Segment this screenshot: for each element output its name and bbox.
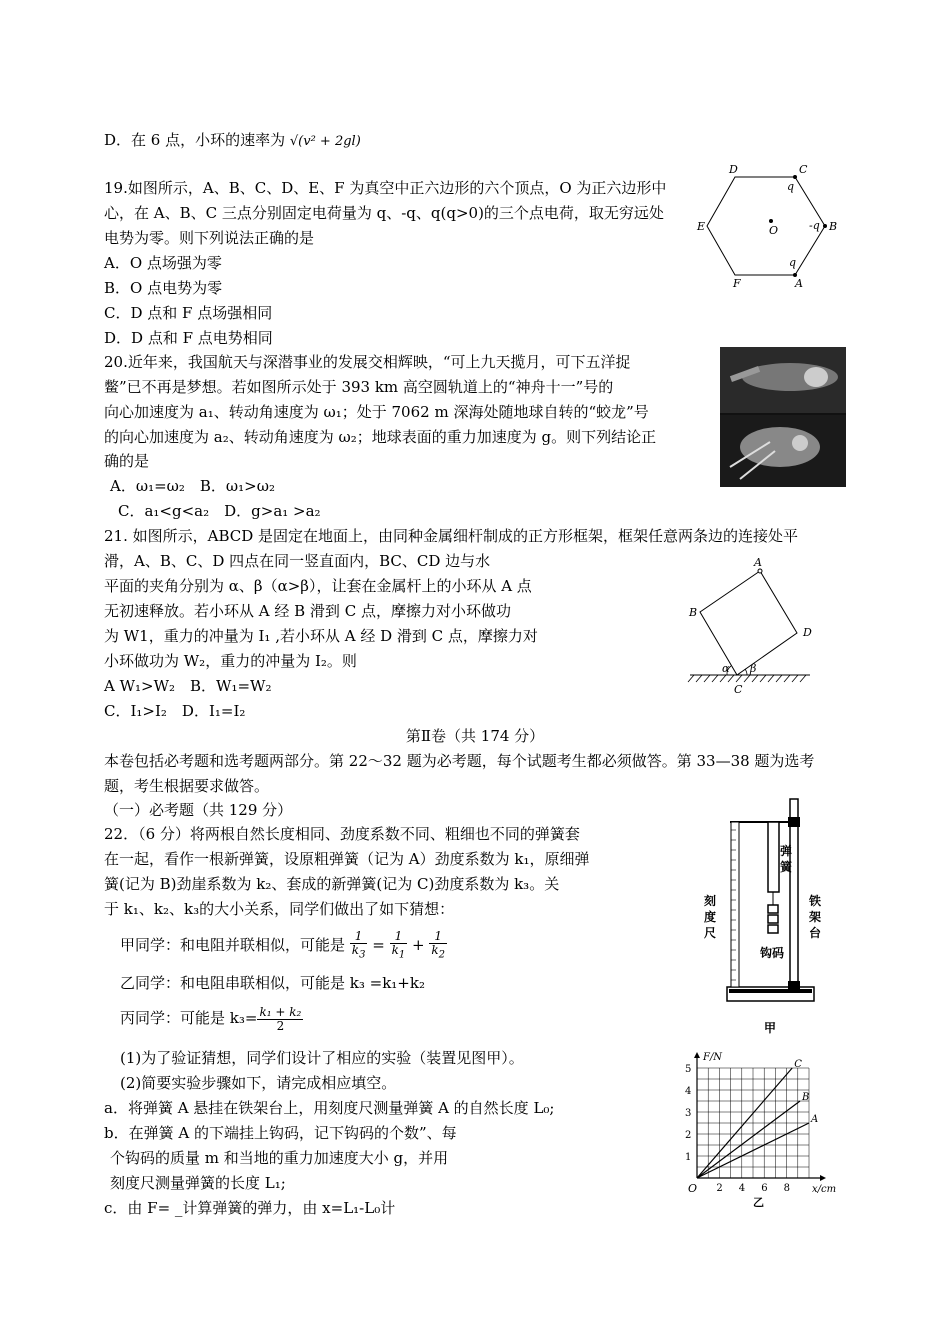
apparatus-figure bbox=[700, 795, 840, 1040]
hex-charge-b: -q bbox=[809, 219, 820, 232]
label-spring-1: 弹 bbox=[780, 844, 793, 858]
q21-options-ab: A W₁>W₂ B．W₁=W₂ bbox=[104, 677, 272, 695]
series-label-c: C bbox=[794, 1059, 802, 1070]
force-extension-chart bbox=[670, 1050, 845, 1210]
q20-stem-1: 20.近年来，我国航天与深潜事业的发展交相辉映，“可上九天揽月，可下五洋捉 bbox=[104, 353, 631, 371]
label-stand-3: 台 bbox=[809, 926, 822, 940]
q20-stem-3: 向心加速度为 a₁、转动角速度为 ω₁；处于 7062 m 深海处随地球自转的“蛟龙”号 bbox=[104, 403, 649, 421]
q19-option-d: D．D 点和 F 点电势相同 bbox=[104, 329, 273, 347]
q21-stem-5: 为 W1，重力的冲量为 I₁ ,若小环从 A 经 D 滑到 C 点，摩擦力对 bbox=[104, 627, 538, 645]
q20-options-cd: C．a₁<g<a₂ D．g>a₁ >a₂ bbox=[118, 502, 321, 520]
chart-ylabel: F/N bbox=[703, 1052, 723, 1063]
y-tick-label: 3 bbox=[685, 1108, 692, 1119]
x-tick-label: 6 bbox=[761, 1183, 768, 1194]
spacecraft-photo bbox=[720, 347, 846, 487]
q19-stem-1: 19.如图所示，A、B、C、D、E、F 为真空中正六边形的六个顶点，O 为正六边形中 bbox=[104, 179, 667, 197]
frame-label-b: B bbox=[689, 606, 698, 619]
label-ruler-3: 尺 bbox=[704, 926, 717, 940]
chart-origin: O bbox=[688, 1182, 698, 1195]
formula-1-over-k1: $\frac{1}{k_1}$ bbox=[391, 929, 406, 961]
hex-charge-c: q bbox=[787, 180, 795, 193]
label-ruler-2: 度 bbox=[704, 910, 717, 924]
frame-label-c: C bbox=[734, 683, 743, 696]
part2-intro-2: 题，考生根据要求做答。 bbox=[104, 777, 270, 795]
q19-stem-3: 电势为零。则下列说法正确的是 bbox=[104, 229, 315, 247]
q20-stem-5: 确的是 bbox=[104, 452, 150, 470]
guess-jia: 甲同学：和电阻并联相似，可能是 $\frac{1}{k_3}$ = $\frac{1}{k_1}$ + $\frac{1}{k_2}$ bbox=[120, 929, 446, 961]
hex-label-f: F bbox=[733, 277, 741, 290]
q22-stem-3: 簧(记为 B)劲崖系数为 k₂、套成的新弹簧(记为 C)劲度系数为 k₃。关 bbox=[104, 875, 560, 893]
hex-label-a: A bbox=[795, 277, 803, 290]
hex-charge-a: q bbox=[789, 256, 797, 269]
q18-option-d-text: D．在 6 点，小环的速率为 bbox=[104, 131, 286, 149]
section-required: （一）必考题（共 129 分） bbox=[104, 801, 293, 819]
formula-average-den: 2 bbox=[276, 1018, 285, 1033]
q22-stem-1: 22．（6 分）将两根自然长度相同、劲度系数不同、粗细也不同的弹簧套 bbox=[104, 825, 580, 843]
q21-stem-4: 无初速释放。若小环从 A 经 B 滑到 C 点，摩擦力对小环做功 bbox=[104, 602, 511, 620]
q21-stem-6: 小环做功为 W₂，重力的冲量为 I₂。则 bbox=[104, 652, 357, 670]
hex-label-d: D bbox=[729, 163, 738, 176]
q19-option-a: A．O 点场强为零 bbox=[104, 254, 222, 272]
series-label-a: A bbox=[811, 1114, 819, 1125]
formula-average bbox=[257, 1006, 303, 1033]
square-frame-figure bbox=[680, 555, 830, 700]
frame-label-a: A bbox=[754, 556, 762, 569]
guess-jia-text: 甲同学：和电阻并联相似，可能是 bbox=[120, 936, 346, 954]
q21-stem-3: 平面的夹角分别为 α、β（α>β），让套在金属杆上的小环从 A 点 bbox=[104, 577, 532, 595]
x-tick-label: 8 bbox=[783, 1183, 790, 1194]
q18-formula: √(v² + 2gl) bbox=[289, 134, 361, 149]
y-tick-label: 4 bbox=[685, 1086, 692, 1097]
hex-label-o: O bbox=[769, 224, 779, 237]
q21-stem-1: 21. 如图所示，ABCD 是固定在地面上，由同种金属细杆制成的正方形框架，框架任意两条边的连接处平 bbox=[104, 527, 799, 545]
hex-label-b: B bbox=[829, 220, 838, 233]
q21-options-cd: C．I₁>I₂ D．I₁=I₂ bbox=[104, 702, 246, 720]
figure-caption-yi: 乙 bbox=[753, 1196, 764, 1209]
hex-label-c: C bbox=[799, 163, 808, 176]
q18-option-d bbox=[104, 130, 361, 152]
figure-caption-jia: 甲 bbox=[764, 1021, 777, 1035]
q22-step-a: a．将弹簧 A 悬挂在铁架台上，用刻度尺测量弹簧 A 的自然长度 L₀; bbox=[104, 1099, 555, 1117]
x-tick-label: 2 bbox=[716, 1183, 723, 1194]
frame-label-alpha: α bbox=[722, 662, 730, 675]
frame-label-d: D bbox=[803, 626, 812, 639]
label-weights: 钩码 bbox=[760, 946, 785, 960]
formula-1-over-k2: $\frac{1}{k_2}$ bbox=[431, 929, 446, 961]
hex-label-e: E bbox=[697, 220, 706, 233]
q22-stem-2: 在一起，看作一根新弹簧，设原粗弹簧（记为 A）劲度系数为 k₁，原细弹 bbox=[104, 850, 590, 868]
guess-yi: 乙同学：和电阻串联相似，可能是 k₃ =k₁+k₂ bbox=[120, 974, 425, 992]
q22-step-b3: 刻度尺测量弹簧的长度 L₁; bbox=[110, 1174, 286, 1192]
chart-xlabel: x/cm bbox=[812, 1184, 837, 1195]
formula-1-over-k3: $\frac{1}{k_3}$ bbox=[351, 929, 366, 961]
label-stand-2: 架 bbox=[809, 910, 822, 924]
label-stand-1: 铁 bbox=[809, 894, 822, 908]
center-point-o bbox=[769, 219, 773, 223]
chart-grid bbox=[697, 1068, 809, 1178]
q22-step-b2: 个钩码的质量 m 和当地的重力加速度大小 g，并用 bbox=[110, 1149, 449, 1167]
q22-step-1: (1)为了验证猜想，同学们设计了相应的实验（装置见图甲）。 bbox=[120, 1049, 524, 1067]
series-label-b: B bbox=[802, 1092, 810, 1103]
hexagon-figure bbox=[695, 160, 845, 290]
chart-lines bbox=[697, 1059, 818, 1178]
guess-bing-text: 丙同学：可能是 k₃= bbox=[120, 1009, 258, 1027]
q22-step-b1: b．在弹簧 A 的下端挂上钩码，记下钩码的个数”、每 bbox=[104, 1124, 457, 1142]
q20-stem-2: 鳖”已不再是梦想。若如图所示处于 393 km 高空圆轨道上的“神舟十一”号的 bbox=[104, 378, 614, 396]
y-tick-label: 1 bbox=[685, 1152, 692, 1163]
q19-option-c: C．D 点和 F 点场强相同 bbox=[104, 304, 273, 322]
q22-step-c: c．由 F= _计算弹簧的弹力，由 x=L₁-L₀计 bbox=[104, 1199, 396, 1217]
label-spring-2: 簧 bbox=[780, 860, 793, 874]
part2-title: 第Ⅱ卷（共 174 分） bbox=[405, 727, 545, 745]
frame-label-beta: β bbox=[750, 662, 757, 675]
q22-step-2: (2)简要实验步骤如下，请完成相应填空。 bbox=[120, 1074, 397, 1092]
q22-stem-4: 于 k₁、k₂、k₃的大小关系，同学们做出了如下猜想： bbox=[104, 900, 455, 918]
series-line-b bbox=[697, 1101, 800, 1178]
q20-stem-4: 的向心加速度为 a₂、转动角速度为 ω₂；地球表面的重力加速度为 g。则下列结论正 bbox=[104, 428, 657, 446]
q20-options-ab: A．ω₁=ω₂ B．ω₁>ω₂ bbox=[110, 477, 275, 495]
q21-stem-2: 滑，A、B、C、D 四点在同一竖直面内，BC、CD 边与水 bbox=[104, 552, 491, 570]
x-tick-label: 4 bbox=[738, 1183, 746, 1194]
formula-average-num: k₁ + k₂ bbox=[259, 1004, 302, 1019]
q19-stem-2: 心，在 A、B、C 三点分别固定电荷量为 q、-q、q(q>0)的三个点电荷，取无穷远处 bbox=[104, 204, 664, 222]
y-tick-label: 2 bbox=[685, 1130, 692, 1141]
guess-bing bbox=[120, 1003, 303, 1033]
y-tick-label: 5 bbox=[685, 1064, 692, 1075]
q19-option-b: B．O 点电势为零 bbox=[104, 279, 223, 297]
part2-intro-1: 本卷包括必考题和选考题两部分。第 22～32 题为必考题，每个试题考生都必须做答。第 33—38 题为选考 bbox=[104, 752, 815, 770]
label-ruler-1: 刻 bbox=[704, 894, 717, 908]
